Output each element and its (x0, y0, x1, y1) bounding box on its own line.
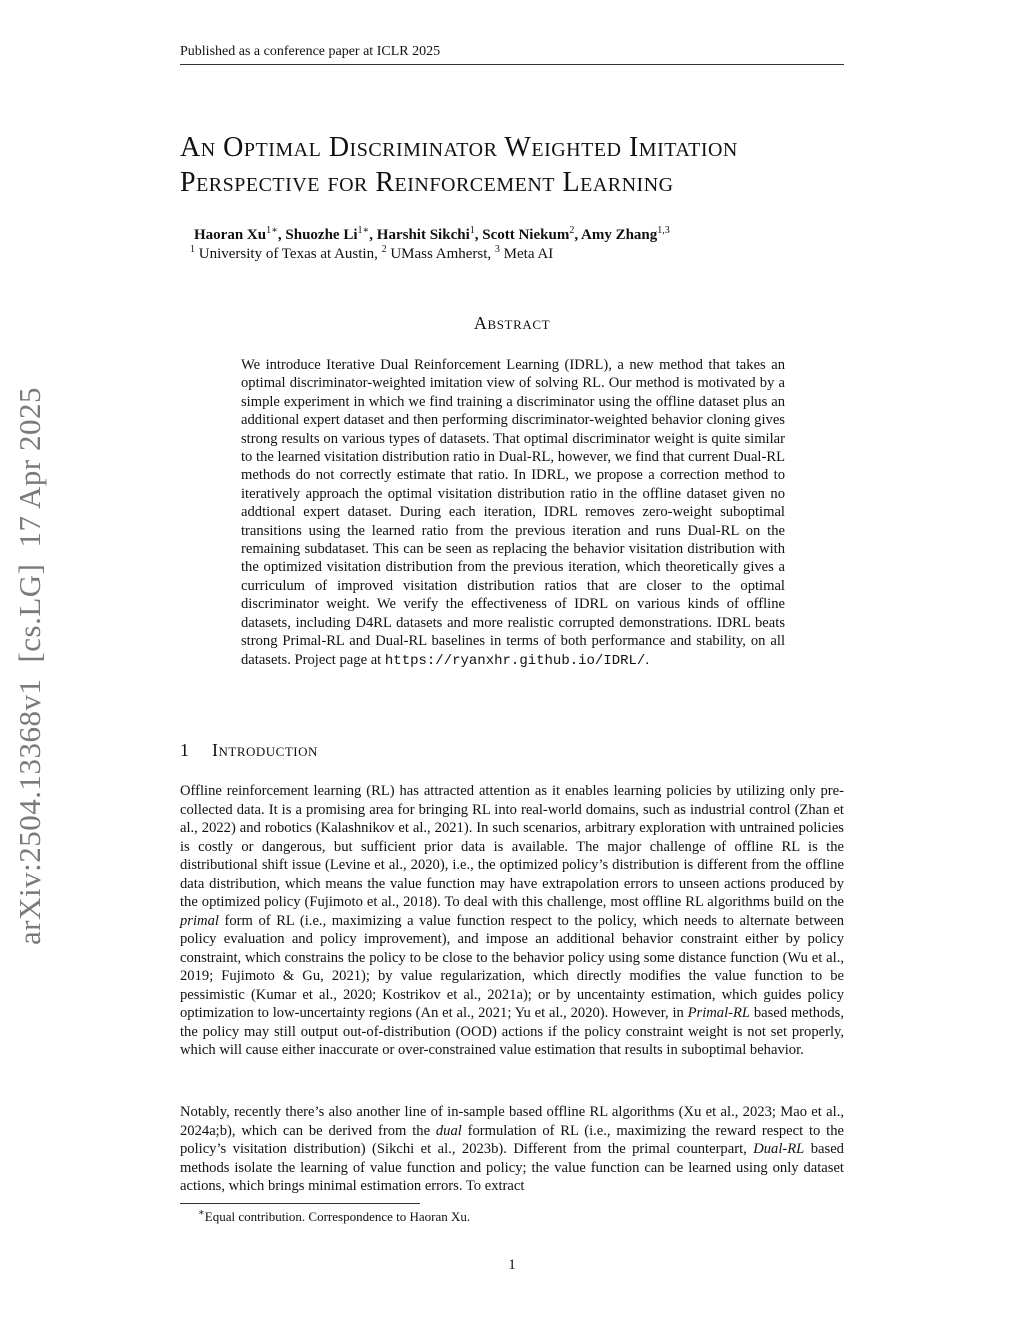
affiliation: University of Texas at Austin, (195, 246, 382, 262)
author: Scott Niekum$^2$, (482, 225, 581, 243)
paper-title (180, 130, 860, 200)
arxiv-category: [cs.LG] (12, 563, 47, 663)
emphasis-run: Primal-RL (687, 1005, 751, 1021)
author: Haoran $Xu^{1∗}$, (194, 225, 286, 243)
affiliation: UMass Amherst, (386, 246, 495, 262)
header-text: Published as a conference paper at ICLR 2025 (180, 44, 441, 59)
project-link[interactable]: https://ryanxhr.github.io/IDRL/ (384, 652, 646, 669)
running-header (180, 44, 844, 65)
title-line-1: An Optimal Discriminator Weighted Imitation (180, 132, 738, 163)
footnote: ∗Equal contribution. Correspondence to Haoran Xu. (198, 1207, 471, 1224)
text-run: Notably, recently there’s also another line of in-sample based offline RL algorithms (Xu et al., 2023; Mao et al., 2024a;b), which can be derived from the (180, 1104, 844, 1139)
text-run: formulation of RL (i.e., maximizing the reward respect to the policy’s visitation distribution) (Sikchi et al., 2023b). Different from the primal counterpart, (180, 1122, 844, 1157)
emphasis-run: Dual-RL (753, 1141, 805, 1157)
text-run: form of RL (i.e., maximizing a value function respect to the policy, which needs to alternate between policy evaluation and policy improvement), and impose an additional behavior constraint either by policy constraint, which constrains the policy to be close to the behavior policy using some distance function (Wu et al., 2019; Fujimoto & Gu, 2021); by value regularization, which directly modifies the value function to be pessimistic (Kumar et al., 2020; Kostrikov et al., 2021a); or by uncentainty estimation, which guides policy optimization to low-uncertainty regions (An et al., 2021; Yu et al., 2020). However, in (180, 912, 844, 1021)
emphasis-run: dual (435, 1122, 462, 1139)
abstract-heading: Abstract (473, 313, 551, 333)
section-title: Introduction (212, 740, 318, 760)
footnote-text: Equal contribution. Correspondence to Haoran Xu. (204, 1209, 471, 1224)
author: Harshit Sikchi$^1$, (376, 225, 483, 243)
author: Shuozhe $Li^{1∗}$, (285, 225, 377, 243)
text-run: based methods isolate the learning of value function and policy; the value function can be learned using only dataset actions, which brings minimal estimation errors. To extract (180, 1141, 844, 1194)
affiliations: $^1$ University of Texas at Austin, $^2$ UMass Amherst, $^3$ Meta AI (190, 244, 554, 262)
project-prefix: Project page at (294, 651, 385, 668)
page-number: 1 (508, 1257, 516, 1273)
section-number: 1 (180, 740, 189, 760)
affiliation: Meta AI (499, 246, 554, 262)
author-list (194, 227, 844, 244)
section-heading (180, 740, 318, 761)
arxiv-id: arXiv:2504.13368v1 (12, 678, 47, 945)
intro-paragraph-1 (180, 782, 844, 1060)
arxiv-date: 17 Apr 2025 (12, 387, 47, 548)
arxiv-stamp (8, 345, 52, 945)
abstract-body: We introduce Iterative Dual Reinforcement Learning (IDRL), a new method that takes an optimal discriminator-weighted imitation view of solving RL. Our method is motivated by a simple experiment in which we find training a discriminator using the offline dataset plus an additional expert dataset and then performing discriminator-weighted behavior cloning gives strong results on various types of datasets. That optimal discriminator weight is quite similar to the learned visitation distribution ratio in Dual-RL, however, we find that current Dual-RL methods do not correctly estimate that ratio. In IDRL, we propose a correction method to iteratively approach the optimal visitation distribution ratio in the offline dataset given no addtional expert dataset. During each iteration, IDRL removes zero-weight suboptimal transitions using the learned ratio from the previous iteration and runs Dual-RL on the remaining subdataset. This can be seen as replacing the behavior visitation distribution with the optimized visitation distribution from the previous iteration, which theoretically gives a curriculum of improved visitation distribution ratios that are closer to the optimal discriminator weight. We verify the effectiveness of IDRL on various kinds of offline datasets, including D4RL datasets and more realistic corrupted demonstrations. IDRL beats strong Primal-RL and Dual-RL baselines in terms of both performance and stability, on all datasets. Project page at https://ryanxhr.github.io/IDRL/. (241, 357, 785, 669)
intro-paragraph-2 (180, 1103, 844, 1196)
title-line-2: Perspective for Reinforcement Learning (180, 167, 674, 198)
abstract-text: We introduce Iterative Dual Reinforcement Learning (IDRL), a new method that takes an optimal discriminator-weighted imitation view of solving RL. Our method is motivated by a simple experiment in which we find training a discriminator using the offline dataset plus an additional expert dataset and then performing discriminator-weighted behavior cloning gives strong results on various types of datasets. That optimal discriminator weight is quite similar to the learned visitation distribution ratio in Dual-RL, however, we find that current Dual-RL methods do not correctly estimate that ratio. In IDRL, we propose a correction method to iteratively approach the optimal visitation distribution ratio in the offline dataset given no addtional expert dataset. During each iteration, IDRL removes zero-weight suboptimal transitions using the learned ratio from the previous iteration and runs Dual-RL on the remaining subdataset. This can be seen as replacing the behavior visitation distribution with the optimized visitation distribution from the previous iteration, which theoretically gives a curriculum of improved visitation distribution ratios that are closer to the optimal discriminator weight. We verify the effectiveness of IDRL on various kinds of offline datasets, including D4RL datasets and more realistic corrupted demonstrations. IDRL beats strong Primal-RL and Dual-RL baselines in terms of both performance and stability, on all datasets. (241, 357, 785, 668)
text-run: Offline reinforcement learning (RL) has attracted attention as it enables learning policies by utilizing only pre-collected data. It is a promising area for bringing RL into real-world domains, such as industrial control (Zhan et al., 2022) and robotics (Kalashnikov et al., 2021). In such scenarios, arbitrary exploration with untrained policies is costly or dangerous, but sufficient prior data is available. The major challenge of offline RL is the distributional shift issue (Levine et al., 2020), i.e., the optimized policy’s distribution is different from the offline data distribution, which means the value function may have extrapolation errors to unseen actions produced by the optimized policy (Fujimoto et al., 2018). To deal with this challenge, most offline RL algorithms build on the (180, 783, 844, 910)
footnote-rule (180, 1203, 420, 1204)
author: Amy Zhang$^{1,3}$ (581, 225, 670, 243)
emphasis-run: primal (180, 912, 219, 929)
text-run: based methods, the policy may still output out-of-distribution (OOD) actions if the policy constraint weight is not set properly, which will cause either inaccurate or over-constrained value estimation that results in suboptimal behavior. (180, 1005, 844, 1058)
